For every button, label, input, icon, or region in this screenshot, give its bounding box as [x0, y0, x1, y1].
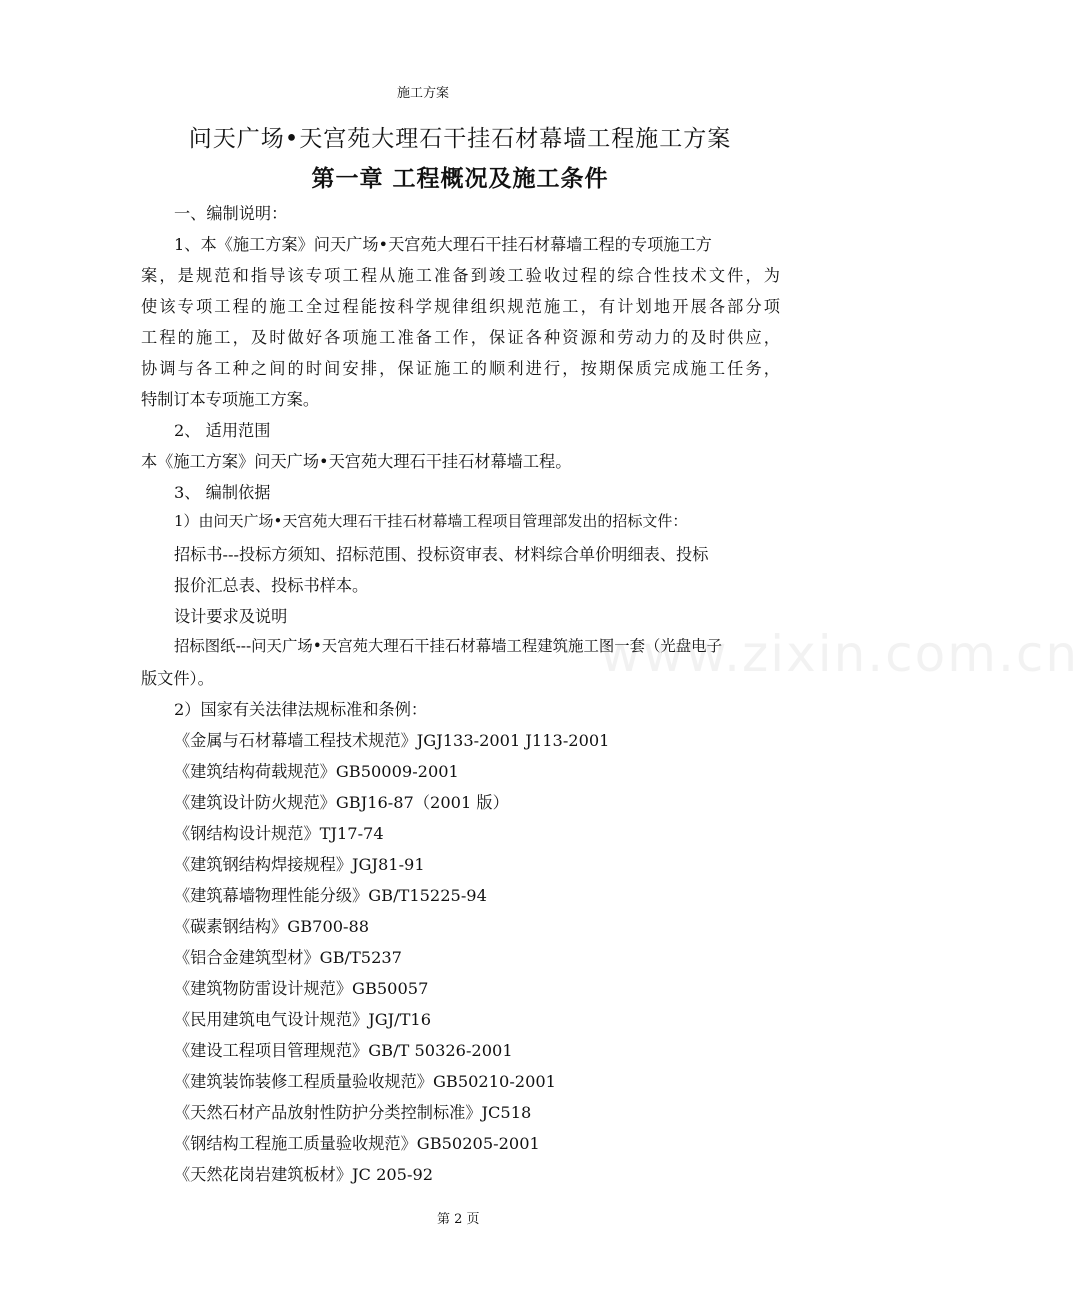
- drawings-line: 版文件）。: [141, 669, 214, 688]
- basis-item-2: 2）国家有关法律法规标准和条例：: [174, 700, 428, 719]
- design-requirements: 设计要求及说明: [174, 607, 288, 626]
- paragraph-line: 特制订本专项施工方案。: [141, 390, 320, 409]
- standard-item: 《钢结构工程施工质量验收规范》GB50205-2001: [174, 1134, 540, 1153]
- standard-item: 《天然花岗岩建筑板材》JC 205-92: [174, 1165, 434, 1184]
- section-heading-compilation: 一、编制说明：: [174, 204, 288, 223]
- watermark: www.zixin.com.cn: [600, 625, 1079, 683]
- basis-heading: 3、 编制依据: [174, 483, 271, 502]
- scope-heading: 2、 适用范围: [174, 421, 271, 440]
- chapter-heading: 第一章 工程概况及施工条件: [311, 165, 609, 192]
- standard-item: 《天然石材产品放射性防护分类控制标准》JC518: [174, 1103, 532, 1122]
- standard-item: 《民用建筑电气设计规范》JGJ/T16: [174, 1010, 432, 1029]
- drawings-line: 招标图纸---问天广场•天宫苑大理石干挂石材幕墙工程建筑施工图一套（光盘电子: [174, 637, 722, 655]
- standard-item: 《建筑幕墙物理性能分级》GB/T15225-94: [174, 886, 487, 905]
- document-title: 问天广场•天宫苑大理石干挂石材幕墙工程施工方案: [188, 126, 732, 152]
- standard-item: 《碳素钢结构》GB700-88: [174, 917, 370, 936]
- basis-item-1: 1）由问天广场•天宫苑大理石干挂石材幕墙工程项目管理部发出的招标文件：: [174, 512, 688, 530]
- scope-text: 本《施工方案》问天广场•天宫苑大理石干挂石材幕墙工程。: [141, 452, 572, 471]
- paragraph-line: 案，是规范和指导该专项工程从施工准备到竣工验收过程的综合性技术文件，为: [141, 266, 780, 285]
- standard-item: 《建筑结构荷载规范》GB50009-2001: [174, 762, 459, 781]
- standard-item: 《建筑设计防火规范》GBJ16-87（2001 版）: [174, 793, 509, 812]
- running-header: 施工方案: [397, 86, 450, 101]
- paragraph-line: 使该专项工程的施工全过程能按科学规律组织规范施工，有计划地开展各部分项: [141, 297, 780, 316]
- paragraph-line: 工程的施工，及时做好各项施工准备工作，保证各种资源和劳动力的及时供应，: [141, 328, 780, 347]
- standard-item: 《铝合金建筑型材》GB/T5237: [174, 948, 402, 967]
- standard-item: 《建设工程项目管理规范》GB/T 50326-2001: [174, 1041, 513, 1060]
- standard-item: 《钢结构设计规范》TJ17-74: [174, 824, 384, 843]
- paragraph-line: 协调与各工种之间的时间安排，保证施工的顺利进行，按期保质完成施工任务，: [141, 359, 780, 378]
- standard-item: 《建筑物防雷设计规范》GB50057: [174, 979, 429, 998]
- standard-item: 《建筑装饰装修工程质量验收规范》GB50210-2001: [174, 1072, 556, 1091]
- standard-item: 《金属与石材幕墙工程技术规范》JGJ133-2001 J113-2001: [174, 731, 610, 750]
- standard-item: 《建筑钢结构焊接规程》JGJ81-91: [174, 855, 425, 874]
- basis-item-1-line3: 报价汇总表、投标书样本。: [174, 576, 369, 595]
- page-number: 第 2 页: [437, 1212, 480, 1227]
- paragraph-line: 1、本《施工方案》问天广场•天宫苑大理石干挂石材幕墙工程的专项施工方: [174, 235, 712, 254]
- basis-item-1-line2: 招标书---投标方须知、招标范围、投标资审表、材料综合单价明细表、投标: [174, 545, 709, 564]
